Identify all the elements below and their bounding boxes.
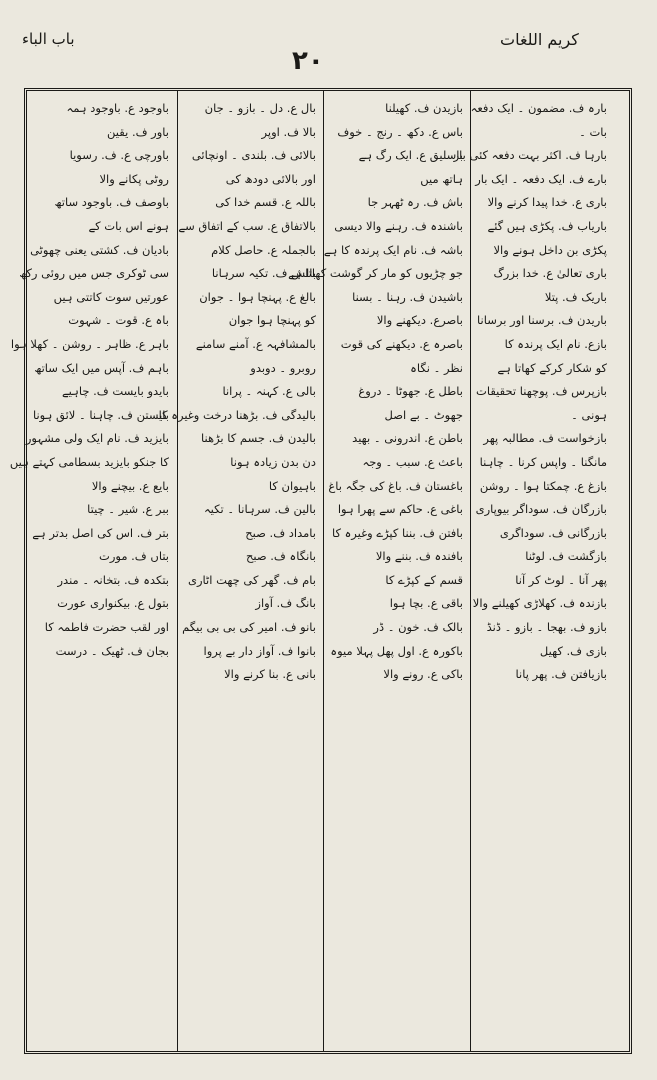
- dictionary-entry: بجان ف. ٹھیک ۔ درست: [55, 643, 169, 658]
- dictionary-entry: باصرہ ع. دیکھنے کی قوت: [340, 336, 463, 351]
- dictionary-entry: بادیان ف. کشتی یعنی چھوٹی: [30, 242, 169, 257]
- dictionary-entry: بالائی ف. بلندی ۔ اونچائی: [191, 148, 316, 163]
- page-number: ۲۰: [292, 46, 324, 76]
- dictionary-entry: ہاتھ میں: [420, 171, 463, 186]
- dictionary-entry: بالمشافہہ ع. آمنے سامنے: [195, 336, 316, 351]
- dictionary-entry: سی ٹوکری جس میں روئی رکھ: [19, 266, 169, 281]
- dictionary-entry: بایزید ف. نام ایک ولی مشہور: [25, 431, 169, 446]
- dictionary-entry: کا جنکو بایزید بسطامی کہتے ہیں: [9, 454, 169, 469]
- dictionary-entry: بانو ف. امیر کی بی بی بیگم: [182, 620, 316, 635]
- dictionary-entry: باریاب ف. پکڑی ہیں گئے: [487, 218, 607, 233]
- dictionary-entry: بارہ ف. مضمون ۔ ایک دفعہ: [470, 101, 607, 115]
- dictionary-entry: پکڑی بن داخل ہونے والا: [493, 242, 607, 257]
- dictionary-entry: جھوٹ ۔ بے اصل: [384, 407, 463, 422]
- dictionary-entry: باشندہ ف. رہنے والا دیسی: [334, 218, 463, 233]
- book-title: کریم اللغات: [500, 30, 579, 49]
- dictionary-entry: باصرع. دیکھنے والا: [376, 313, 463, 328]
- dictionary-entry: بالش ف. تکیہ سرہانا: [211, 266, 316, 281]
- dictionary-entry: جو چڑیوں کو مار کر گوشت کھاتا ہے: [288, 266, 463, 281]
- dictionary-entry: بانوا ف. آواز دار بے پروا: [203, 643, 316, 658]
- dictionary-entry: بازی ف. کھیل: [539, 643, 607, 658]
- dictionary-entry: بازخواست ف. مطالبہ پھر: [483, 431, 607, 446]
- dictionary-entry: عورتیں سوت کاتتی ہیں: [53, 289, 169, 304]
- dictionary-entry: باعث ع. سبب ۔ وجہ: [362, 454, 463, 469]
- dictionary-entry: اور لقب حضرت فاطمہ کا: [44, 620, 169, 635]
- dictionary-entry: بات ۔: [579, 124, 607, 139]
- dictionary-entry: بتکدہ ف. بتخانہ ۔ مندر: [57, 572, 169, 587]
- dictionary-entry: بازپرس ف. پوچھنا تحقیقات: [476, 384, 607, 399]
- dictionary-entry: پھر آنا ۔ لوٹ کر آنا: [515, 572, 607, 587]
- dictionary-entry: باریدن ف. برسنا اور برسانا: [477, 313, 607, 328]
- dictionary-entry: باشیدن ف. رہنا ۔ بسنا: [352, 289, 463, 304]
- dictionary-entry: باہ ع. قوت ۔ شہوت: [68, 313, 169, 328]
- dictionary-entry: بازرگانی ف. سوداگری: [499, 525, 607, 540]
- dictionary-entry: باہر ع. ظاہر ۔ روشن ۔ کھلا ہوا: [10, 336, 169, 351]
- dictionary-entry: بازندہ ف. کھلاڑی کھیلنے والا: [472, 596, 607, 611]
- dictionary-entry: بالجملہ ع. حاصل کلام: [211, 242, 316, 257]
- dictionary-entry: روبرو ۔ دوبدو: [250, 360, 316, 375]
- dictionary-entry: بایدو بایست ف. چاہیے: [61, 384, 169, 399]
- dictionary-entry: مانگنا ۔ واپس کرنا ۔ چاہنا: [479, 454, 607, 469]
- dictionary-entry: بالیدگی ف. بڑھنا درخت وغیرہ کا: [158, 407, 316, 422]
- dictionary-entry: باغی ع. حاکم سے پھرا ہوا: [337, 502, 463, 517]
- dictionary-entry: باکورہ ع. اول پھل پہلا میوہ: [330, 643, 463, 658]
- chapter-title: باب الباء: [22, 30, 75, 48]
- dictionary-entry: ہونے اس بات کے: [88, 218, 169, 233]
- dictionary-entry: باطل ع. جھوٹا ۔ دروغ: [358, 384, 463, 399]
- dictionary-entry: بافتن ف. بننا کپڑے وغیرہ کا: [331, 525, 463, 540]
- dictionary-entry: باس ع. دکھ ۔ رنج ۔ خوف: [337, 124, 463, 139]
- dictionary-entry: باطن ع. اندرونی ۔ بھید: [352, 431, 463, 446]
- dictionary-entry: بازرگان ف. سوداگر بیوپاری: [475, 502, 607, 517]
- dictionary-entry: باوجود ع. باوجود ہمہ: [66, 101, 169, 115]
- dictionary-entry: باریک ف. پتلا: [544, 289, 607, 304]
- dictionary-entry: باشہ ف. نام ایک پرندہ کا ہے: [323, 242, 463, 257]
- dictionary-entry: باری ع. خدا پیدا کرنے والا: [487, 195, 607, 210]
- dictionary-entry: باہیوان کا: [268, 478, 316, 493]
- dictionary-entry: بانی ع. بنا کرنے والا: [224, 667, 316, 682]
- dictionary-entry: بتول ع. بیکنواری عورت: [57, 596, 169, 611]
- dictionary-entry: باورچی ع. ف. رسویا: [69, 148, 169, 163]
- dictionary-entry: بازغ ع. چمکتا ہوا ۔ روشن: [479, 478, 607, 493]
- column-4: [9, 97, 174, 1045]
- dictionary-entry: باور ف. یقین: [107, 124, 169, 139]
- dictionary-entry: بالی ع. کہنہ ۔ پرانا: [222, 384, 316, 399]
- dictionary-entry: بازیدن ف. کھیلنا: [385, 101, 463, 115]
- dictionary-entry: بالا ف. اوپر: [261, 124, 316, 139]
- dictionary-entry: بازیافتن ف. پھر پانا: [515, 667, 607, 682]
- dictionary-entry: دن بدن زیادہ ہونا: [230, 454, 316, 469]
- dictionary-entry: اور بالائی دودھ کی: [225, 171, 316, 186]
- dictionary-entry: بالغ ع. پہنچا ہوا ۔ جوان: [199, 289, 316, 304]
- dictionary-entry: باش ف. رہ ٹھہر جا: [367, 195, 463, 210]
- dictionary-entry: بالاتفاق ع. سب کے اتفاق سے: [178, 218, 316, 233]
- dictionary-entry: بافندہ ف. بننے والا: [375, 549, 463, 564]
- dictionary-entry: قسم کے کپڑے کا: [385, 572, 463, 587]
- dictionary-entry: بازع. نام ایک پرندہ کا: [504, 336, 607, 351]
- dictionary-entry: روٹی پکانے والا: [99, 171, 169, 186]
- dictionary-entry: بازگشت ف. لوٹنا: [525, 549, 607, 564]
- dictionary-entry: بال ع. دل ۔ بازو ۔ جان: [204, 101, 316, 115]
- dictionary-entry: نظر ۔ نگاہ: [410, 360, 463, 375]
- dictionary-entry: باللہ ع. قسم خدا کی: [215, 195, 316, 210]
- dictionary-entry: کو شکار کرکے کھاتا ہے: [497, 360, 607, 375]
- dictionary-entry: باہم ف. آپس میں ایک ساتھ: [34, 360, 169, 375]
- column-3: [158, 97, 321, 1045]
- dictionary-entry: بالین ف. سرہانا ۔ تکیہ: [203, 502, 316, 517]
- dictionary-entry: بانگاہ ف. صبح: [245, 549, 316, 564]
- dictionary-entry: ہونی ۔: [571, 407, 607, 422]
- dictionary-entry: باری تعالیٰ ع. خدا بزرگ: [493, 266, 607, 281]
- column-1: [453, 97, 612, 1045]
- dictionary-entry: باغستان ف. باغ کی جگہ باغ: [328, 478, 463, 493]
- text-frame: [9, 88, 632, 1054]
- dictionary-entry: باوصف ف. باوجود ساتھ: [54, 195, 169, 210]
- page-header: [0, 0, 657, 90]
- dictionary-entry: ببر ع. شیر ۔ چیتا: [87, 502, 169, 517]
- dictionary-entry: بالک ف. خون ۔ ڈر: [373, 620, 463, 635]
- dictionary-entry: بایستن ف. چاہنا ۔ لائق ہونا: [32, 407, 169, 422]
- dictionary-entry: بارہا ف. اکثر بہت دفعہ کئی بار: [453, 148, 607, 163]
- dictionary-entry: بام ف. گھر کی چھت اٹاری: [187, 572, 316, 587]
- dictionary-entry: باسلیق ع. ایک رگ ہے: [358, 148, 463, 163]
- dictionary-entry: بتر ف. اس کی اصل بدتر ہے: [32, 525, 169, 540]
- dictionary-entry: باکی ع. رونے والا: [383, 667, 463, 682]
- dictionary-entry: بارے ف. ایک دفعہ ۔ ایک بار: [475, 171, 607, 186]
- dictionary-entry: بامداد ف. صبح: [245, 525, 316, 540]
- dictionary-entry: بایع ع. بیچنے والا: [91, 478, 169, 493]
- dictionary-entry: بتاں ف. مورت: [99, 549, 169, 564]
- dictionary-entry: باقی ع. بچا ہوا: [389, 596, 463, 611]
- dictionary-entry: بازو ف. بھجا ۔ بازو ۔ ڈنڈ: [486, 620, 607, 635]
- dictionary-entry: بانگ ف. آواز: [255, 596, 316, 611]
- dictionary-entry: بالیدن ف. جسم کا بڑھنا: [201, 431, 316, 446]
- dictionary-entry: کو پہنچا ہوا جوان: [228, 313, 316, 328]
- column-divider: [323, 91, 324, 1051]
